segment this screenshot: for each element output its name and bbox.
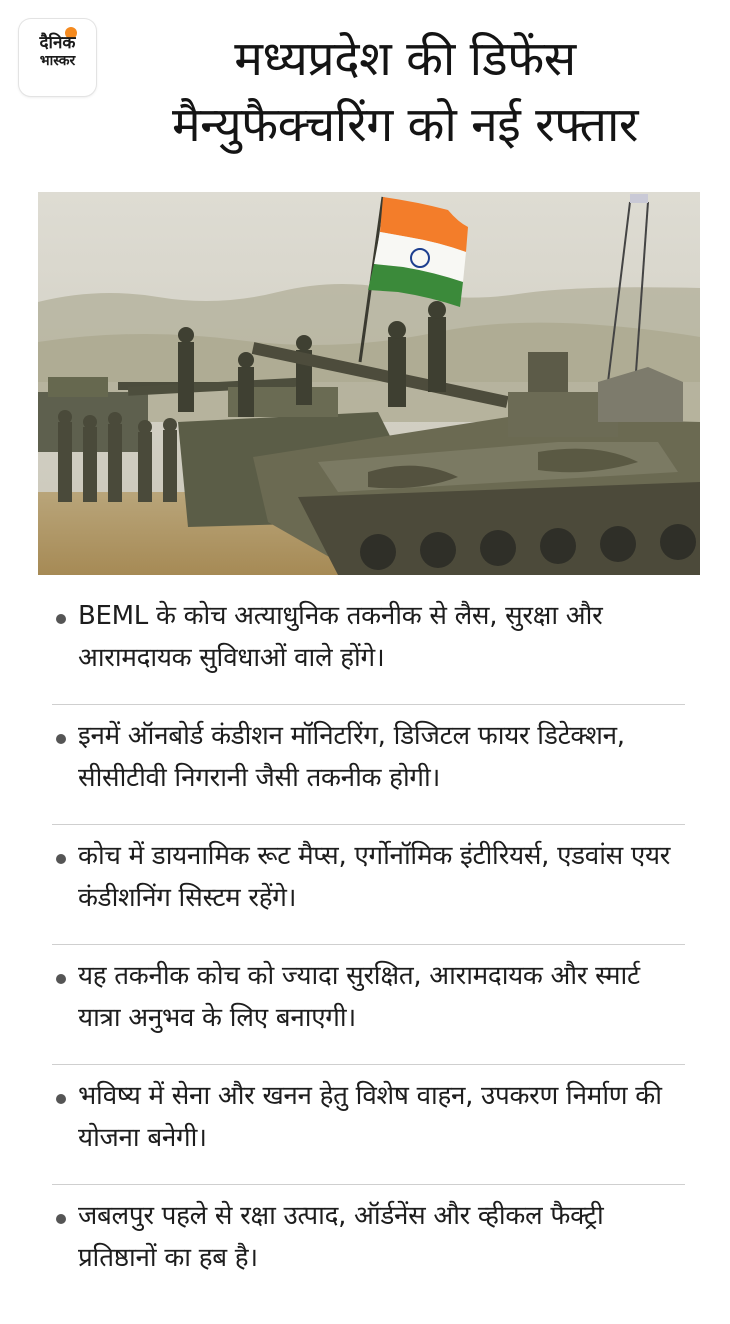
list-item-text: कोच में डायनामिक रूट मैप्स, एर्गोनॉमिक इंटीरियर्स, एडवांस एयर कंडीशनिंग सिस्टम रहेंगे। — [78, 841, 671, 913]
list-item-text: यह तकनीक कोच को ज्यादा सुरक्षित, आरामदायक और स्मार्ट यात्रा अनुभव के लिए बनाएगी। — [78, 961, 640, 1033]
list-item — [52, 1065, 685, 1185]
logo-text-line2: भास्कर — [39, 53, 76, 69]
list-item-text: इनमें ऑनबोर्ड कंडीशन मॉनिटरिंग, डिजिटल फायर डिटेक्शन, सीसीटीवी निगरानी जैसी तकनीक होगी। — [78, 721, 625, 793]
list-item — [52, 945, 685, 1065]
bullet-dot-icon — [56, 974, 66, 984]
list-item-text: BEML के कोच अत्याधुनिक तकनीक से लैस, सुरक्षा और आरामदायक सुविधाओं वाले होंगे। — [78, 601, 603, 673]
bullet-dot-icon — [56, 734, 66, 744]
bullet-dot-icon — [56, 1214, 66, 1224]
dainik-bhaskar-logo — [19, 19, 96, 96]
list-item — [52, 585, 685, 705]
army-tanks-photo — [38, 192, 700, 575]
list-item — [52, 825, 685, 945]
list-item — [52, 1185, 685, 1305]
list-item — [52, 705, 685, 825]
bullet-list — [52, 585, 685, 1305]
list-item-text: जबलपुर पहले से रक्षा उत्पाद, ऑर्डनेंस और व्हीकल फैक्ट्री प्रतिष्ठानों का हब है। — [78, 1201, 604, 1273]
headline-line2: मैन्युफैक्चरिंग को नई रफ्तार — [171, 97, 639, 153]
bullet-dot-icon — [56, 614, 66, 624]
headline-line1: मध्यप्रदेश की डिफेंस — [234, 31, 576, 87]
list-item-text: भविष्य में सेना और खनन हेतु विशेष वाहन, उपकरण निर्माण की योजना बनेगी। — [78, 1081, 662, 1153]
bullet-dot-icon — [56, 1094, 66, 1104]
bullet-dot-icon — [56, 854, 66, 864]
logo-text-line1: दैनिक — [39, 33, 76, 53]
headline — [100, 26, 710, 158]
